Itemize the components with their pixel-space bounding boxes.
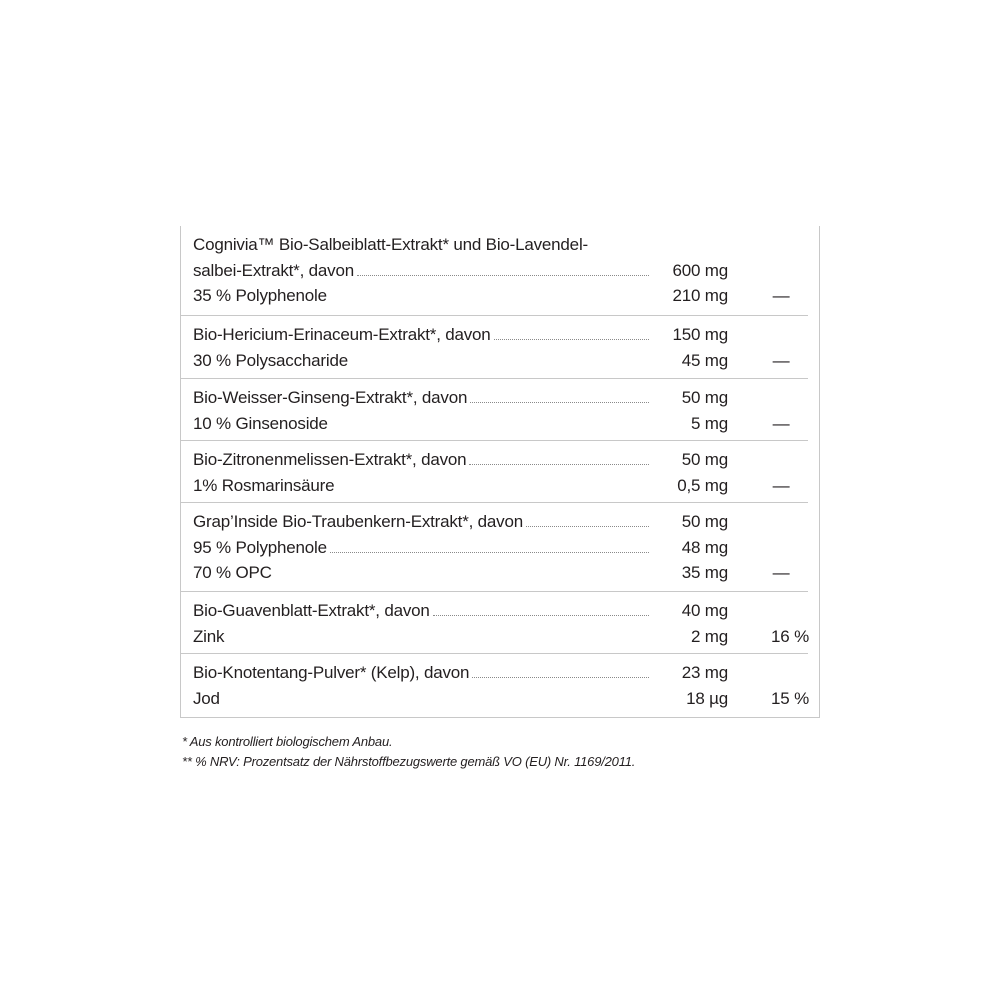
ingredient-amount: 40 mg bbox=[681, 601, 728, 620]
ingredient-name: Zink bbox=[193, 626, 225, 646]
dot-leader bbox=[330, 552, 649, 553]
dot-leader bbox=[433, 615, 649, 616]
ingredient-amount: 50 mg bbox=[681, 388, 728, 407]
ingredient-row bbox=[181, 383, 808, 409]
ingredient-row bbox=[181, 409, 808, 435]
ingredient-row bbox=[181, 320, 808, 346]
ingredient-row bbox=[181, 507, 808, 533]
ingredient-amount: 2 mg bbox=[691, 626, 728, 646]
ingredient-name: Bio-Knotentang-Pulver* (Kelp), davon bbox=[193, 663, 470, 682]
ingredient-amount: 0,5 mg bbox=[677, 475, 728, 495]
ingredient-row bbox=[181, 558, 808, 584]
ingredient-row bbox=[181, 471, 808, 497]
ingredient-group bbox=[181, 591, 808, 653]
ingredient-name: Bio-Hericium-Erinaceum-Extrakt*, davon bbox=[193, 325, 491, 344]
ingredient-row bbox=[181, 533, 808, 559]
footnotes bbox=[182, 732, 635, 772]
ingredient-name-cell bbox=[193, 622, 649, 648]
ingredient-nrv: — bbox=[772, 350, 790, 370]
ingredient-amount: 23 mg bbox=[681, 663, 728, 682]
footnote-organic: * Aus kontrolliert biologischem Anbau. bbox=[182, 734, 393, 749]
ingredient-name-cell bbox=[193, 533, 649, 559]
ingredient-name-cell bbox=[193, 409, 649, 435]
ingredient-row bbox=[181, 684, 808, 710]
ingredient-name-cell bbox=[193, 507, 649, 533]
ingredient-amount: 210 mg bbox=[672, 286, 728, 305]
ingredient-name-cell bbox=[193, 281, 649, 307]
ingredient-group bbox=[181, 378, 808, 440]
dot-leader bbox=[470, 402, 649, 403]
ingredient-nrv: 15 % bbox=[771, 688, 809, 708]
ingredient-row bbox=[181, 596, 808, 622]
ingredient-row bbox=[181, 281, 819, 307]
ingredient-name: 1% Rosmarinsäure bbox=[193, 475, 335, 495]
ingredient-name-cell bbox=[193, 471, 649, 497]
ingredient-name-cell bbox=[193, 230, 649, 256]
dot-leader bbox=[494, 339, 649, 340]
ingredient-amount: 48 mg bbox=[681, 537, 728, 557]
ingredient-nrv: 16 % bbox=[771, 626, 809, 646]
ingredient-name-cell bbox=[193, 558, 649, 584]
ingredient-amount: 600 mg bbox=[672, 260, 728, 280]
ingredient-name: Bio-Guavenblatt-Extrakt*, davon bbox=[193, 601, 430, 620]
ingredient-name: Jod bbox=[193, 688, 220, 708]
ingredient-name: 95 % Polyphenole bbox=[193, 537, 327, 557]
ingredient-amount: 35 mg bbox=[681, 563, 728, 582]
ingredient-name: 35 % Polyphenole bbox=[193, 286, 327, 305]
ingredient-group bbox=[181, 502, 808, 591]
dot-leader bbox=[526, 526, 649, 527]
ingredient-row bbox=[181, 658, 808, 684]
ingredient-row bbox=[181, 622, 808, 648]
ingredient-row bbox=[181, 230, 819, 256]
ingredient-amount: 5 mg bbox=[691, 413, 728, 433]
ingredient-group bbox=[181, 315, 808, 378]
ingredient-amount: 50 mg bbox=[681, 450, 728, 469]
ingredient-name-cell bbox=[193, 383, 649, 409]
dot-leader bbox=[357, 275, 649, 276]
ingredient-name: Bio-Weisser-Ginseng-Extrakt*, davon bbox=[193, 388, 468, 407]
ingredient-amount: 45 mg bbox=[681, 350, 728, 370]
ingredient-amount: 150 mg bbox=[672, 325, 728, 344]
ingredient-nrv: — bbox=[772, 413, 790, 433]
ingredient-name-cell bbox=[193, 346, 649, 372]
ingredient-nrv: — bbox=[772, 475, 790, 495]
ingredient-amount: 18 µg bbox=[686, 688, 728, 708]
ingredient-nrv: — bbox=[772, 286, 790, 305]
ingredient-row bbox=[181, 445, 808, 471]
ingredient-row bbox=[181, 256, 819, 282]
ingredient-group bbox=[181, 226, 819, 315]
ingredient-amount: 50 mg bbox=[681, 512, 728, 531]
ingredient-name: 10 % Ginsenoside bbox=[193, 413, 328, 433]
ingredient-name-cell bbox=[193, 596, 649, 622]
ingredient-group bbox=[181, 653, 808, 718]
ingredient-name: Cognivia™ Bio-Salbeiblatt-Extrakt* und Bio-Lavendel- bbox=[193, 235, 588, 254]
ingredient-group bbox=[181, 440, 808, 502]
dot-leader bbox=[472, 677, 649, 678]
ingredient-name-cell bbox=[193, 256, 649, 282]
ingredient-name: salbei-Extrakt*, davon bbox=[193, 260, 354, 280]
ingredient-name-cell bbox=[193, 320, 649, 346]
dot-leader bbox=[469, 464, 649, 465]
ingredient-name-cell bbox=[193, 658, 649, 684]
ingredient-name-cell bbox=[193, 445, 649, 471]
ingredient-nrv: — bbox=[772, 563, 790, 582]
nutrition-table bbox=[180, 226, 820, 718]
ingredient-row bbox=[181, 346, 808, 372]
ingredient-name: Bio-Zitronenmelissen-Extrakt*, davon bbox=[193, 450, 467, 469]
footnote-nrv: ** % NRV: Prozentsatz der Nährstoffbezugswerte gemäß VO (EU) Nr. 1169/2011. bbox=[182, 754, 636, 769]
ingredient-name: 70 % OPC bbox=[193, 563, 272, 582]
ingredient-name: Grap’Inside Bio-Traubenkern-Extrakt*, davon bbox=[193, 512, 523, 531]
ingredient-name-cell bbox=[193, 684, 649, 710]
ingredient-name: 30 % Polysaccharide bbox=[193, 350, 348, 370]
